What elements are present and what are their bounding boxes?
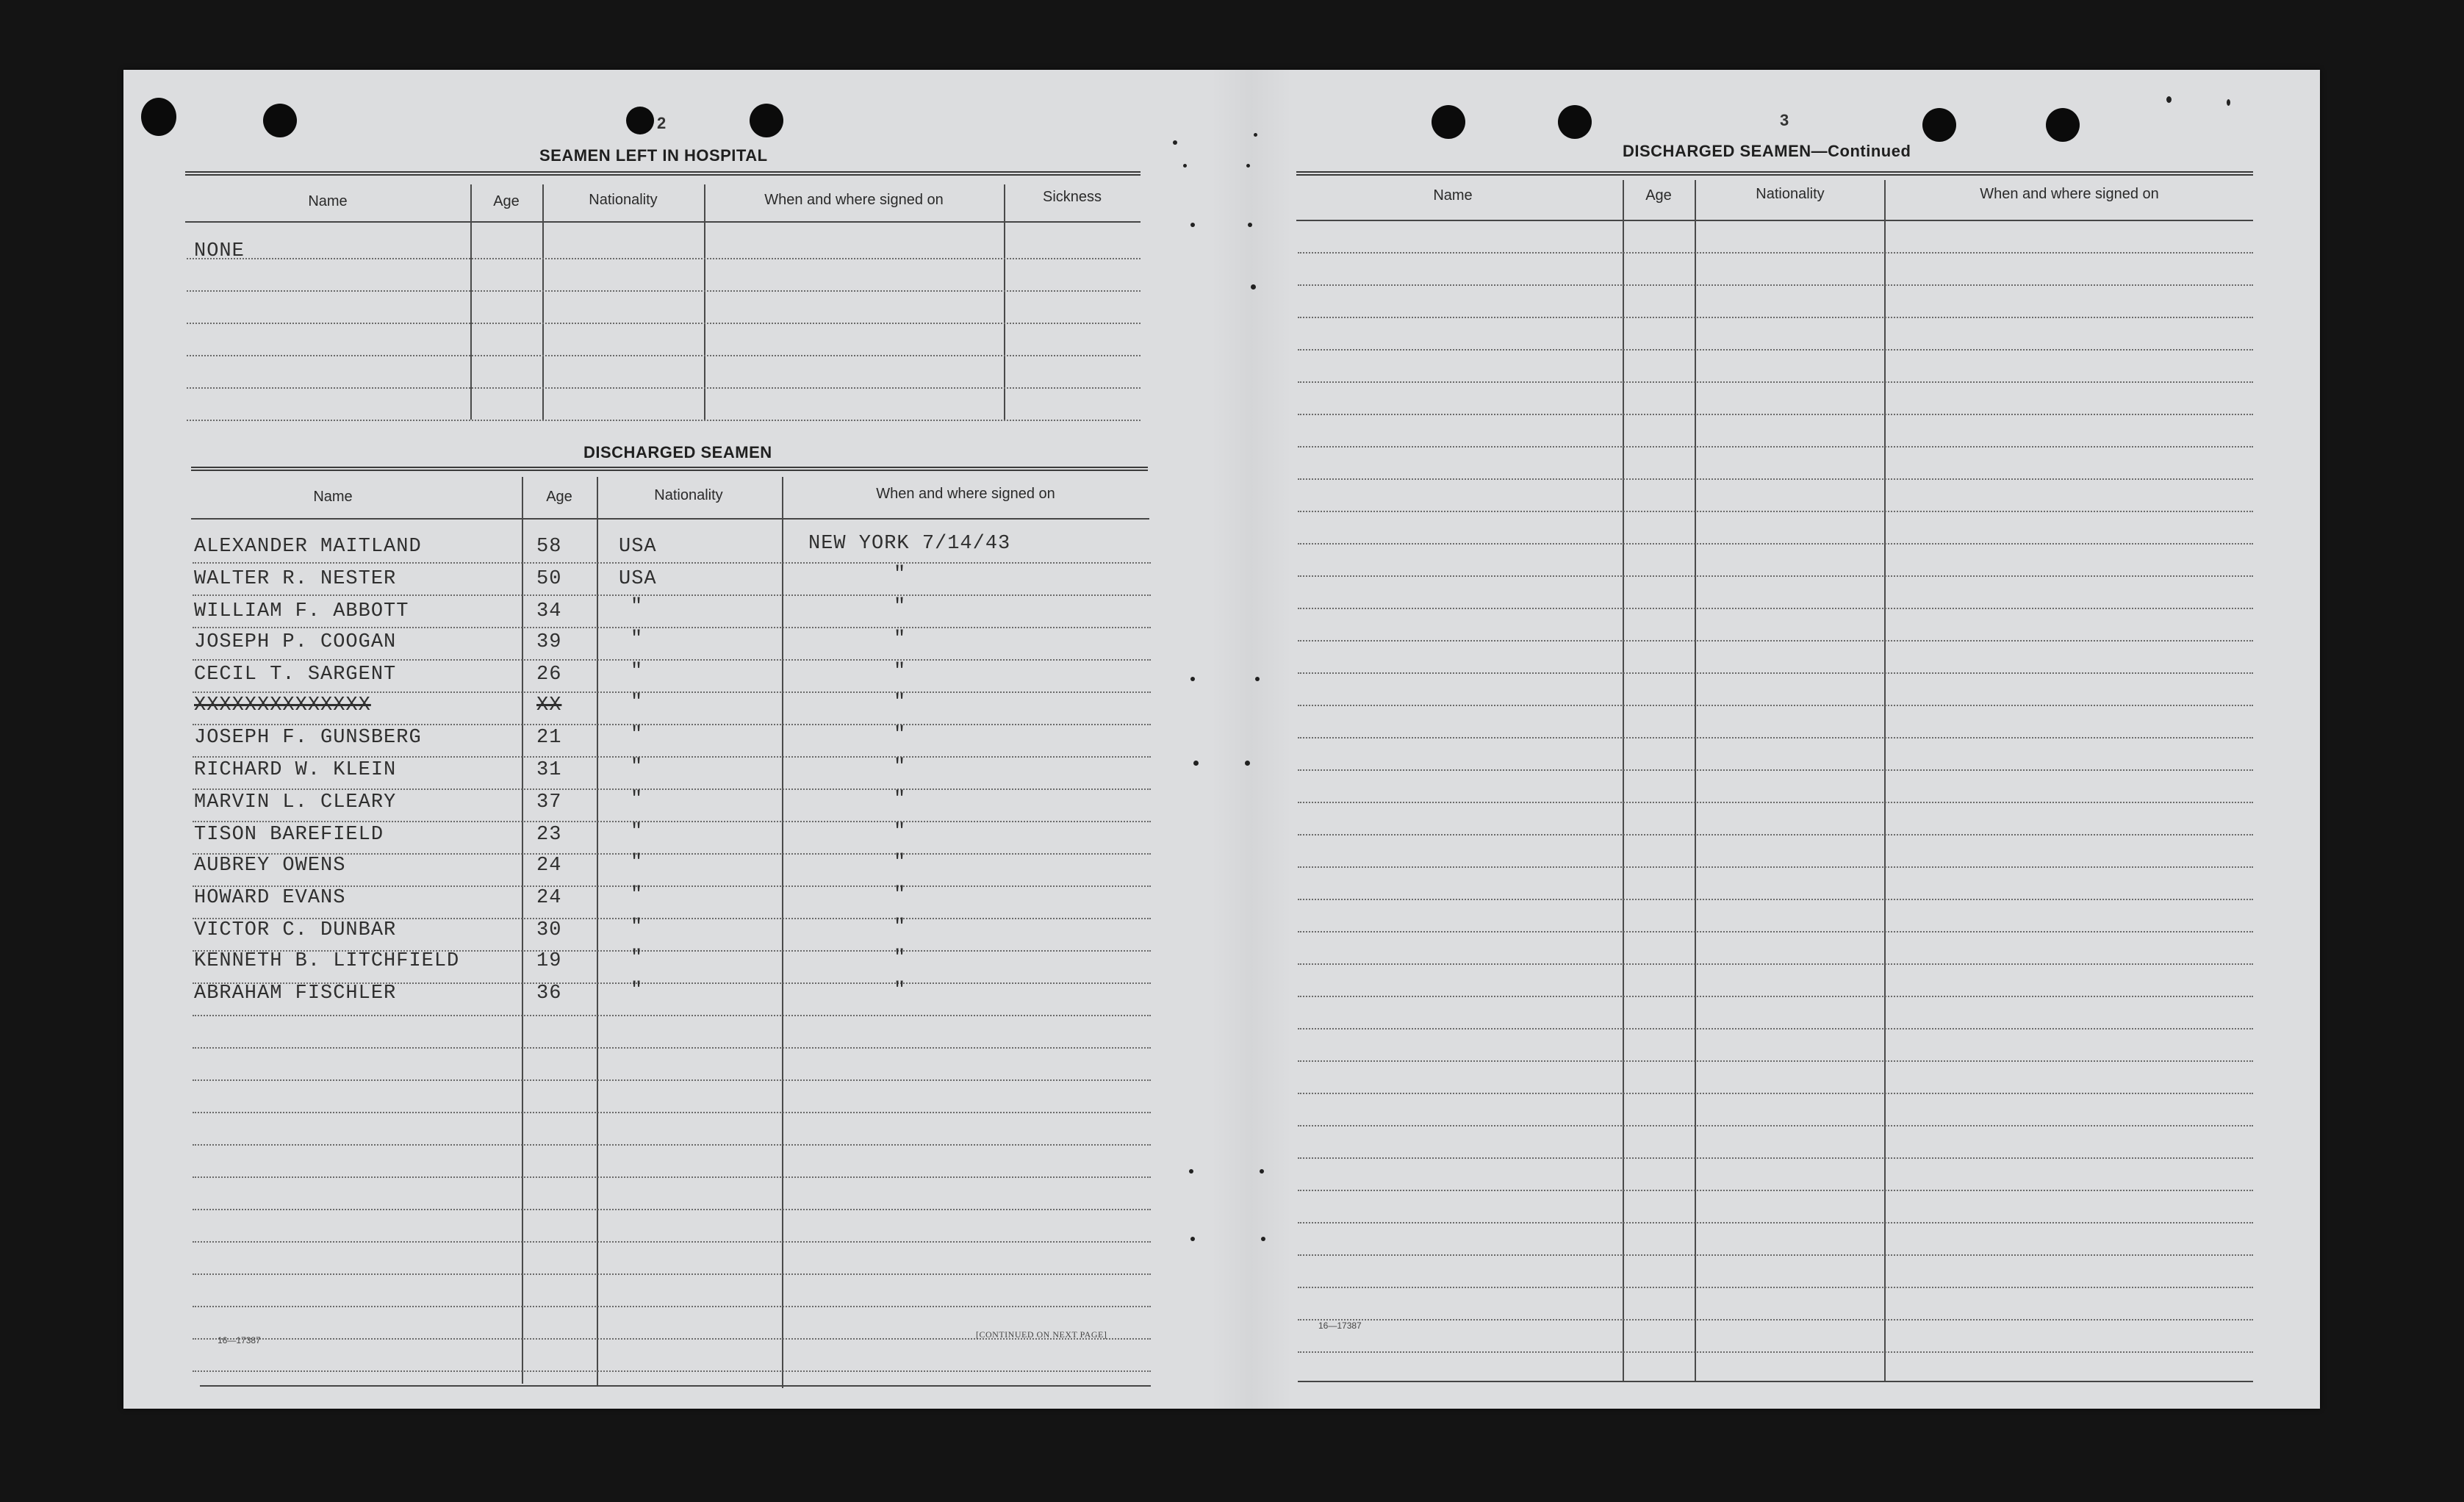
discharged-row-line: [193, 756, 1151, 758]
hospital-row-line: [187, 290, 1141, 292]
discharged-nationality: ": [631, 947, 644, 969]
fold-speck: [1255, 677, 1260, 681]
discharged-section-title: DISCHARGED SEAMEN: [583, 443, 772, 461]
right-row-line: [1298, 446, 2253, 448]
right-col-name: Name: [1433, 187, 1473, 204]
fold-speck: [1190, 677, 1195, 681]
punch-hole: [626, 107, 654, 134]
discharged-header-rule: [191, 518, 1149, 520]
fold-speck: [1173, 140, 1177, 145]
right-row-line: [1298, 478, 2253, 480]
right-row-line: [1298, 802, 2253, 803]
right-row-line: [1298, 996, 2253, 997]
hospital-section-title: SEAMEN LEFT IN HOSPITAL: [539, 146, 768, 165]
page-number-right: 3: [1780, 111, 1789, 129]
discharged-row-line: [193, 1176, 1151, 1178]
discharged-nationality: ": [631, 691, 644, 714]
hospital-col-nationality: Nationality: [589, 192, 658, 208]
right-row-line: [1298, 608, 2253, 609]
right-bottom-rule: [1298, 1381, 2253, 1382]
hospital-col-divider: [1004, 184, 1005, 421]
discharged-signed-on: ": [894, 596, 907, 618]
fold-speck: [1190, 1237, 1195, 1241]
discharged-row-line: [193, 562, 1151, 564]
hospital-row-line: [187, 323, 1141, 324]
discharged-signed-on: ": [894, 564, 907, 586]
right-col-divider: [1695, 180, 1696, 1382]
discharged-signed-on: ": [894, 821, 907, 843]
discharged-nationality: USA: [619, 568, 657, 590]
discharged-row-line: [193, 1144, 1151, 1146]
page-number-left: 2: [657, 114, 667, 132]
punch-hole: [1558, 105, 1592, 139]
right-header-rule: [1296, 220, 2253, 221]
right-row-line: [1298, 834, 2253, 836]
discharged-row-line: [193, 1306, 1151, 1307]
discharged-row-line: [193, 821, 1151, 822]
discharged-row-line: [193, 1079, 1151, 1081]
discharged-signed-on: ": [894, 661, 907, 683]
form-code-left: 16—17387: [218, 1335, 261, 1345]
right-row-line: [1298, 963, 2253, 965]
discharged-age: 50: [536, 568, 562, 590]
discharged-nationality: ": [631, 852, 644, 874]
discharged-col-divider: [782, 477, 783, 1388]
record-sheet: [123, 70, 2320, 1409]
discharged-age-struck: XX: [536, 694, 562, 716]
discharged-name: KENNETH B. LITCHFIELD: [194, 950, 460, 972]
right-row-line: [1298, 640, 2253, 642]
discharged-row-line: [193, 1112, 1151, 1113]
right-row-line: [1298, 543, 2253, 545]
discharged-row-line: [193, 691, 1151, 693]
discharged-col-signed-on: When and where signed on: [876, 486, 1055, 502]
discharged-nationality: ": [631, 628, 644, 650]
right-row-line: [1298, 1319, 2253, 1320]
fold-speck: [1190, 223, 1195, 227]
hospital-col-signed-on: When and where signed on: [764, 192, 944, 208]
fold-speck: [1183, 164, 1187, 168]
discharged-row-line: [193, 724, 1151, 725]
discharged-nationality: ": [631, 821, 644, 843]
discharged-nationality: ": [631, 661, 644, 683]
discharged-age: 24: [536, 887, 562, 909]
discharged-col-nationality: Nationality: [654, 487, 723, 503]
discharged-col-divider: [597, 477, 598, 1385]
discharged-name: ALEXANDER MAITLAND: [194, 536, 422, 558]
fold-speck: [1189, 1169, 1193, 1174]
right-row-line: [1298, 769, 2253, 771]
fold-speck: [2166, 96, 2172, 103]
hospital-col-name: Name: [308, 193, 348, 209]
discharged-name-struck: XXXXXXXXXXXXXX: [194, 694, 371, 716]
discharged-nationality: USA: [619, 536, 657, 558]
discharged-row-line: [193, 1241, 1151, 1243]
discharged-signed-on: ": [894, 884, 907, 906]
discharged-row-line: [193, 627, 1151, 628]
right-col-signed-on: When and where signed on: [1980, 186, 2159, 202]
hospital-col-divider: [704, 184, 705, 421]
discharged-row-line: [193, 1370, 1151, 1372]
hospital-header-rule: [185, 221, 1141, 223]
fold-speck: [2227, 99, 2230, 106]
discharged-name: JOSEPH F. GUNSBERG: [194, 727, 422, 749]
discharged-name: MARVIN L. CLEARY: [194, 791, 397, 813]
right-row-line: [1298, 381, 2253, 383]
hospital-row-line: [187, 387, 1141, 389]
punch-hole: [263, 104, 297, 137]
fold-speck: [1260, 1169, 1264, 1174]
hospital-row-line: [187, 355, 1141, 356]
discharged-col-name: Name: [313, 489, 353, 505]
discharged-row-line: [193, 659, 1151, 661]
form-code-right: 16—17387: [1318, 1320, 1362, 1331]
right-col-age: Age: [1645, 187, 1672, 204]
discharged-signed-on: ": [894, 724, 907, 746]
right-row-line: [1298, 1157, 2253, 1159]
right-row-line: [1298, 672, 2253, 674]
hospital-col-divider: [542, 184, 544, 421]
discharged-row-line: [193, 1273, 1151, 1275]
right-row-line: [1298, 1254, 2253, 1256]
right-row-line: [1298, 349, 2253, 351]
discharged-nationality: ": [631, 596, 644, 618]
hospital-top-rule: [185, 171, 1141, 176]
discharged-nationality: ": [631, 756, 644, 778]
punch-hole: [750, 104, 783, 137]
fold-speck: [1251, 284, 1256, 290]
discharged-age: 36: [536, 982, 562, 1005]
discharged-name: VICTOR C. DUNBAR: [194, 919, 397, 941]
discharged-bottom-rule: [200, 1385, 1151, 1387]
discharged-name: AUBREY OWENS: [194, 855, 346, 877]
discharged-age: 37: [536, 791, 562, 813]
right-row-line: [1298, 931, 2253, 933]
right-row-line: [1298, 1190, 2253, 1191]
discharged-row-line: [193, 1209, 1151, 1210]
discharged-row-line: [193, 1047, 1151, 1049]
continued-note: [CONTINUED ON NEXT PAGE]: [976, 1329, 1107, 1340]
hospital-row-line: [187, 258, 1141, 259]
fold-speck: [1248, 223, 1252, 227]
right-row-line: [1298, 1060, 2253, 1062]
discharged-signed-on: ": [894, 756, 907, 778]
discharged-age: 23: [536, 824, 562, 846]
discharged-row-line: [193, 1015, 1151, 1016]
discharged-nationality: ": [631, 980, 644, 1002]
right-row-line: [1298, 1287, 2253, 1288]
discharged-signed-on: ": [894, 691, 907, 714]
discharged-name: WALTER R. NESTER: [194, 568, 397, 590]
right-row-line: [1298, 1028, 2253, 1030]
right-section-title: DISCHARGED SEAMEN—Continued: [1623, 142, 1911, 160]
right-row-line: [1298, 252, 2253, 254]
fold-speck: [1245, 761, 1250, 766]
right-row-line: [1298, 705, 2253, 706]
discharged-nationality: ": [631, 916, 644, 938]
discharged-age: 39: [536, 631, 562, 653]
discharged-name: JOSEPH P. COOGAN: [194, 631, 397, 653]
discharged-col-age: Age: [546, 489, 572, 505]
discharged-signed-on: ": [894, 947, 907, 969]
discharged-age: 30: [536, 919, 562, 941]
discharged-row-line: [193, 788, 1151, 790]
right-top-rule: [1296, 171, 2253, 176]
right-row-line: [1298, 414, 2253, 415]
discharged-age: 21: [536, 727, 562, 749]
discharged-nationality: ": [631, 724, 644, 746]
discharged-age: 31: [536, 759, 562, 781]
fold-speck: [1193, 761, 1199, 766]
discharged-row-line: [193, 594, 1151, 596]
right-row-line: [1298, 866, 2253, 868]
discharged-signed-on: ": [894, 788, 907, 811]
right-row-line: [1298, 737, 2253, 739]
right-row-line: [1298, 575, 2253, 577]
right-row-line: [1298, 284, 2253, 286]
discharged-name: ABRAHAM FISCHLER: [194, 982, 397, 1005]
discharged-nationality: ": [631, 884, 644, 906]
hospital-row-line: [187, 420, 1141, 421]
hospital-col-sickness: Sickness: [1042, 189, 1102, 205]
punch-hole: [1922, 108, 1956, 142]
fold-speck: [1254, 133, 1257, 137]
discharged-top-rule: [191, 467, 1148, 471]
fold-speck: [1261, 1237, 1265, 1241]
discharged-name: RICHARD W. KLEIN: [194, 759, 397, 781]
discharged-nationality: ": [631, 788, 644, 811]
discharged-signed-on: ": [894, 980, 907, 1002]
discharged-signed-on: ": [894, 916, 907, 938]
discharged-age: 24: [536, 855, 562, 877]
fold-speck: [1246, 164, 1250, 168]
discharged-name: TISON BAREFIELD: [194, 824, 384, 846]
right-row-line: [1298, 1093, 2253, 1094]
right-row-line: [1298, 1222, 2253, 1223]
punch-hole: [1432, 105, 1465, 139]
discharged-signed-on: ": [894, 852, 907, 874]
right-row-line: [1298, 899, 2253, 900]
right-row-line: [1298, 317, 2253, 318]
discharged-signed-on: ": [894, 628, 907, 650]
discharged-age: 34: [536, 600, 562, 622]
right-col-divider: [1623, 180, 1624, 1382]
hospital-col-age: Age: [493, 193, 520, 209]
right-row-line: [1298, 1351, 2253, 1353]
discharged-signed-on: NEW YORK 7/14/43: [808, 533, 1011, 555]
discharged-name: HOWARD EVANS: [194, 887, 346, 909]
discharged-age: 19: [536, 950, 562, 972]
punch-hole: [2046, 108, 2080, 142]
right-row-line: [1298, 1125, 2253, 1126]
discharged-name: WILLIAM F. ABBOTT: [194, 600, 409, 622]
discharged-col-divider: [522, 477, 523, 1384]
right-row-line: [1298, 511, 2253, 512]
discharged-name: CECIL T. SARGENT: [194, 664, 397, 686]
hospital-name-cell: NONE: [194, 240, 245, 262]
discharged-age: 26: [536, 664, 562, 686]
punch-hole: [141, 98, 176, 136]
right-col-nationality: Nationality: [1756, 186, 1825, 202]
discharged-age: 58: [536, 536, 562, 558]
right-col-divider: [1884, 180, 1886, 1382]
hospital-col-divider: [470, 184, 472, 420]
